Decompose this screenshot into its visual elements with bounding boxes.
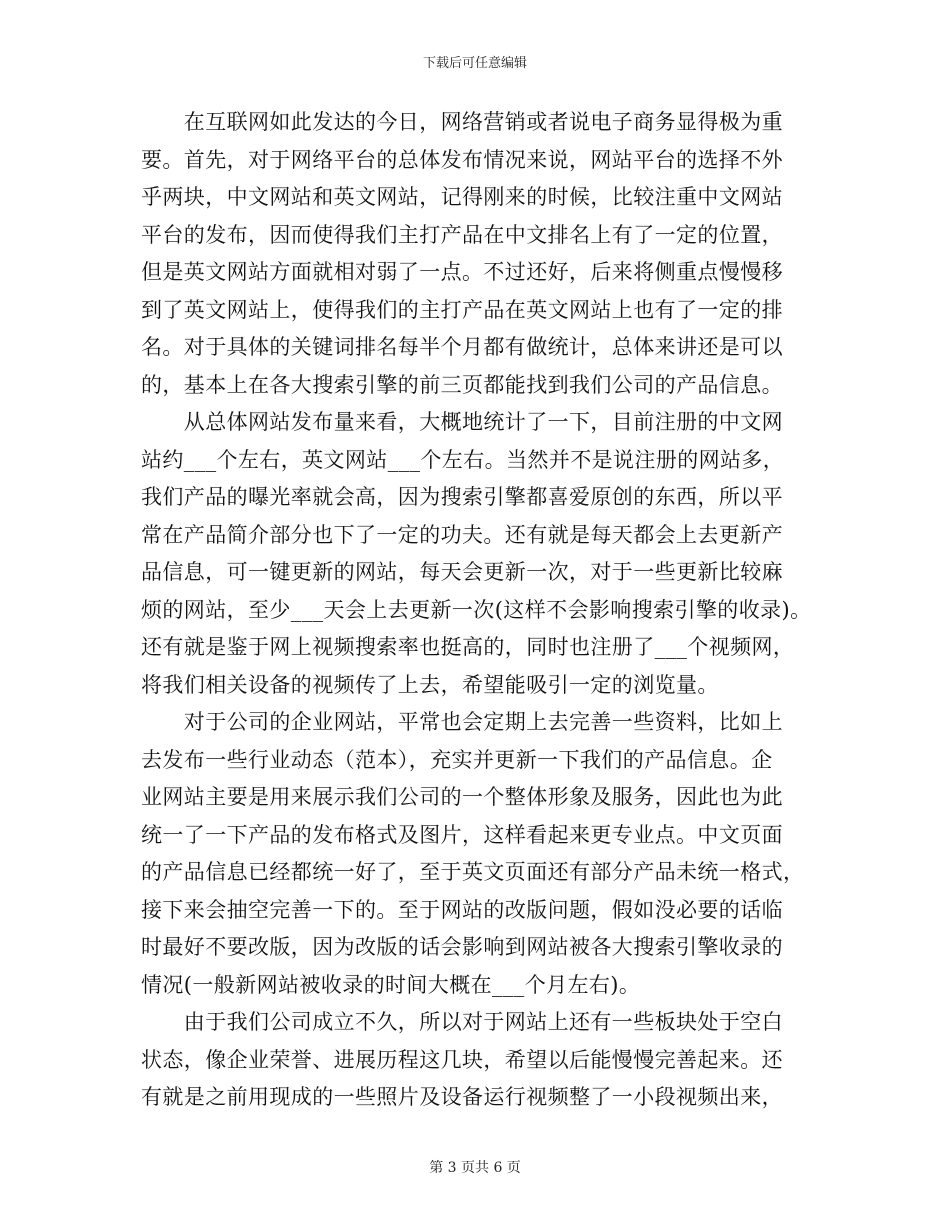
text-line: 对于公司的企业网站，平常也会定期上去完善一些资料，比如上 xyxy=(141,710,783,734)
text-line: 统一了一下产品的发布格式及图片，这样看起来更专业点。中文页面 xyxy=(141,822,783,847)
text-line: 时最好不要改版，因为改版的话会影响到网站被各大搜索引擎收录的 xyxy=(141,935,783,959)
text-line: 有就是之前用现成的一些照片及设备运行视频整了一小段视频出来， xyxy=(141,1085,783,1109)
text-line: 的产品信息已经都统一好了，至于英文页面还有部分产品未统一格式， xyxy=(141,860,805,884)
text-line: 我们产品的曝光率就会高，因为搜索引擎都喜爱原创的东西，所以平 xyxy=(141,485,783,509)
text-line: 的，基本上在各大搜索引擎的前三页都能找到我们公司的产品信息。 xyxy=(141,372,783,397)
text-line: 到了英文网站上，使得我们的主打产品在英文网站上也有了一定的排 xyxy=(141,297,783,322)
text-line: 去发布一些行业动态（范本），充实并更新一下我们的产品信息。企 xyxy=(141,747,773,772)
text-line: 状态，像企业荣誉、进展历程这几块，希望以后能慢慢完善起来。还 xyxy=(141,1047,783,1072)
text-line: 在互联网如此发达的今日，网络营销或者说电子商务显得极为重 xyxy=(141,110,783,134)
text-line: 由于我们公司成立不久，所以对于网站上还有一些板块处于空白 xyxy=(141,1010,783,1034)
page-header: 下载后可任意编辑 xyxy=(422,56,527,71)
text-line: 乎两块，中文网站和英文网站，记得刚来的时候，比较注重中文网站 xyxy=(141,185,783,209)
text-line: 烦的网站，至少___天会上去更新一次(这样不会影响搜索引擎的收录)。 xyxy=(141,597,812,622)
text-line: 业网站主要是用来展示我们公司的一个整体形象及服务，因此也为此 xyxy=(141,785,783,809)
text-line: 还有就是鉴于网上视频搜索率也挺高的，同时也注册了___个视频网， xyxy=(141,635,795,659)
page-number-footer: 第 3 页共 6 页 xyxy=(429,1160,521,1176)
text-line: 将我们相关设备的视频传了上去，希望能吸引一定的浏览量。 xyxy=(141,672,719,697)
text-line: 从总体网站发布量来看，大概地统计了一下，目前注册的中文网 xyxy=(141,410,783,434)
text-line: 名。对于具体的关键词排名每半个月都有做统计，总体来讲还是可以 xyxy=(141,335,783,359)
text-line: 但是英文网站方面就相对弱了一点。不过还好，后来将侧重点慢慢移 xyxy=(141,260,783,284)
document-body xyxy=(141,104,811,1117)
text-line: 常在产品简介部分也下了一定的功夫。还有就是每天都会上去更新产 xyxy=(141,522,783,547)
text-line: 要。首先，对于网络平台的总体发布情况来说，网站平台的选择不外 xyxy=(141,147,783,172)
text-line: 站约___个左右，英文网站___个左右。当然并不是说注册的网站多， xyxy=(141,447,785,472)
text-line: 平台的发布，因而使得我们主打产品在中文排名上有了一定的位置， xyxy=(141,222,783,247)
text-line: 品信息，可一键更新的网站，每天会更新一次，对于一些更新比较麻 xyxy=(141,560,783,584)
text-line: 接下来会抽空完善一下的。至于网站的改版问题，假如没必要的话临 xyxy=(141,897,783,922)
text-line: 情况(一般新网站被收录的时间大概在___个月左右)。 xyxy=(141,972,641,997)
